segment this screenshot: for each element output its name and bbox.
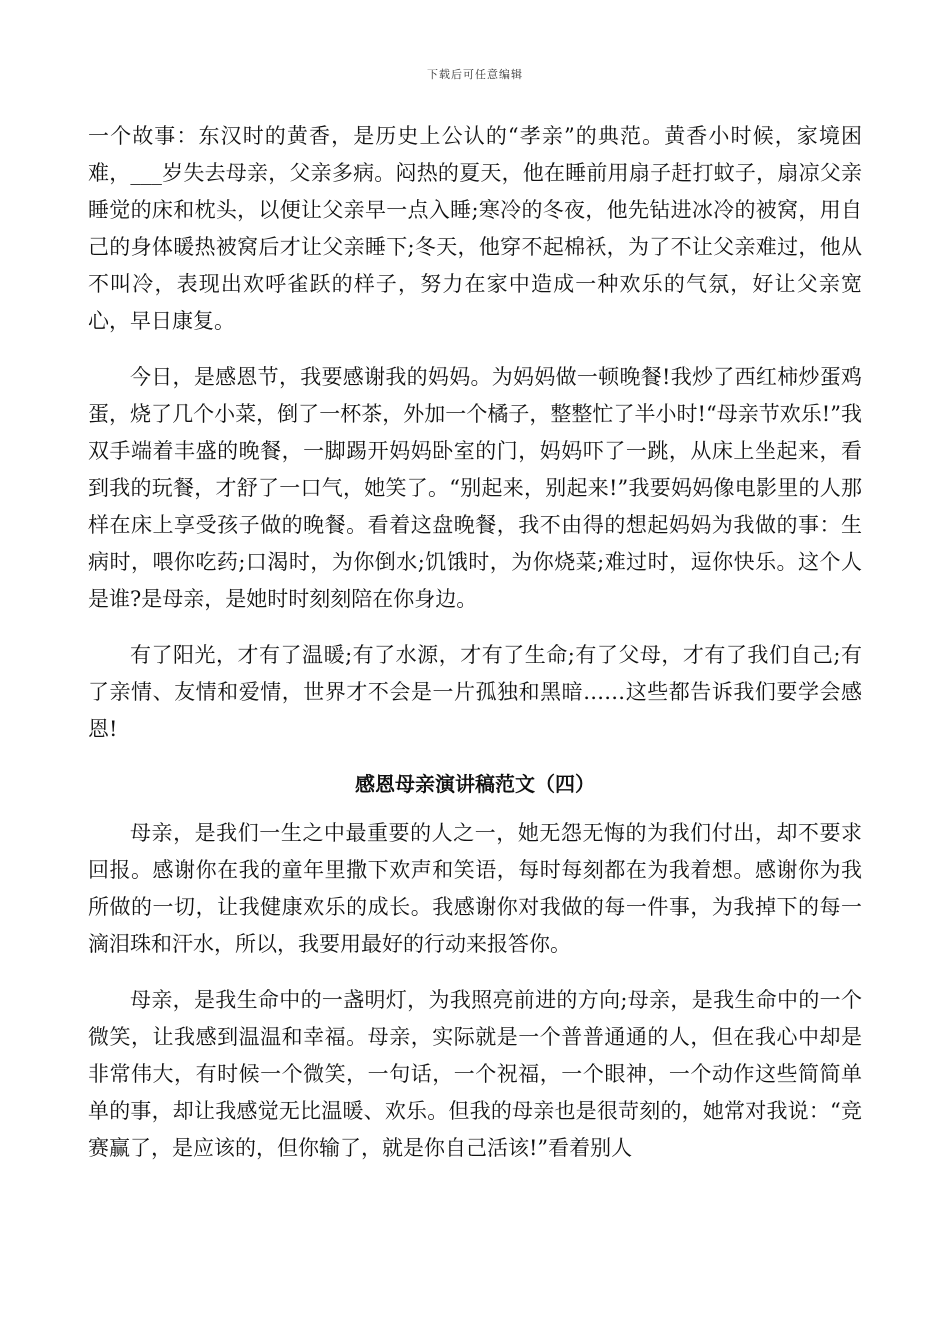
page-header-note: 下载后可任意编辑 [427,68,523,81]
paragraph-thanksgiving-dinner: 今日，是感恩节，我要感谢我的妈妈。为妈妈做一顿晚餐!我炒了西红柿炒蛋鸡蛋，烧了几个小菜，倒了一杯茶，外加一个橘子，整整忙了半小时!“母亲节欢乐!”我双手端着丰盛的晚餐，一脚踢开妈妈卧室的门，妈妈吓了一跳，从床上坐起来，看到我的玩餐，才舒了一口气，她笑了。“别起来，别起来!”我要妈妈像电影里的人那样在床上享受孩子做的晚餐。看着这盘晚餐，我不由得的想起妈妈为我做的事：生病时，喂你吃药;口渴时，为你倒水;饥饿时，为你烧菜;难过时，逗你快乐。这个人是谁?是母亲，是她时时刻刻陪在你身边。 [88,365,862,611]
paragraph-huangxiang-story: 一个故事：东汉时的黄香，是历史上公认的“孝亲”的典范。黄香小时候，家境困难，___岁失去母亲，父亲多病。闷热的夏天，他在睡前用扇子赶打蚊子，扇凉父亲睡觉的床和枕头，以便让父亲早一点入睡;寒冷的冬夜，他先钻进冰冷的被窝，用自己的身体暖热被窝后才让父亲睡下;冬天，他穿不起棉袄，为了不让父亲难过，他从不叫冷，表现出欢呼雀跃的样子，努力在家中造成一种欢乐的气氛，好让父亲宽心，早日康复。 [88,124,862,333]
document-body [88,118,862,1186]
paragraph-mother-lamp: 母亲，是我生命中的一盏明灯，为我照亮前进的方向;母亲，是我生命中的一个微笑，让我感到温温和幸福。母亲，实际就是一个普普通通的人，但在我心中却是非常伟大，有时候一个微笑，一句话，一个祝福，一个眼神，一个动作这些简简单单的事，却让我感觉无比温暖、欢乐。但我的母亲也是很苛刻的，她常对我说：“竞赛赢了，是应该的，但你输了，就是你自己活该!”看着别人 [88,988,862,1160]
section-title: 感恩母亲演讲稿范文（四） [355,772,595,796]
paragraph-learn-gratitude: 有了阳光，才有了温暖;有了水源，才有了生命;有了父母，才有了我们自己;有了亲情、友情和爱情，世界才不会是一片孤独和黑暗……这些都告诉我们要学会感恩! [88,643,862,741]
paragraph-mother-importance: 母亲，是我们一生之中最重要的人之一，她无怨无悔的为我们付出，却不要求回报。感谢你在我的童年里撒下欢声和笑语，每时每刻都在为我着想。感谢你为我所做的一切，让我健康欢乐的成长。我感谢你对我做的每一件事，为我掉下的每一滴泪珠和汗水，所以，我要用最好的行动来报答你。 [88,821,862,956]
